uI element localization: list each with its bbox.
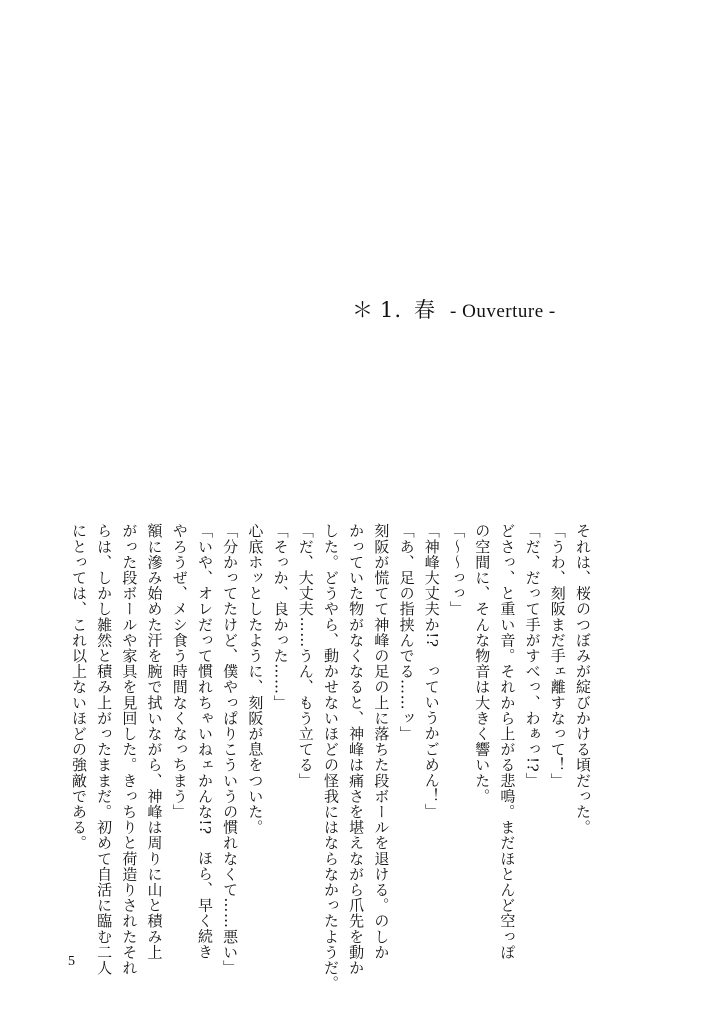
text-line: にとっては、これ以上ないほどの強敵である。: [69, 523, 88, 851]
text-line: 刻阪が慌てて神峰の足の上に落ちた段ボールを退ける。のしか: [372, 523, 391, 960]
body-text: [66, 523, 595, 991]
chapter-title: [352, 296, 556, 326]
text-line: 心底ホッとしたように、刻阪が息をついた。: [246, 523, 265, 835]
chapter-number: 1.: [380, 298, 403, 322]
text-line: 「だ、大丈夫……うん、もう立てる」: [296, 523, 315, 789]
chapter-mark: ＊: [352, 298, 374, 322]
text-line: やろうぜ、メシ食う時間なくなっちまう」: [170, 523, 189, 820]
text-line: の空間に、そんな物音は大きく響いた。: [473, 523, 492, 804]
chapter-subtitle: - Ouverture -: [450, 301, 556, 322]
text-line: 額に滲み始めた汗を腕で拭いながら、神峰は周りに山と積み上: [145, 523, 164, 960]
text-line: どさっ、と重い音。それから上がる悲鳴。まだほとんど空っぽ: [498, 523, 517, 960]
text-line: 「うわ、刻阪まだ手ェ離すなって！」: [548, 523, 567, 789]
text-line: かっていた物がなくなると、神峰は痛さを堪えながら爪先を動か: [347, 523, 366, 976]
page-number: 5: [68, 954, 75, 969]
text-line: 「あ、足の指挟んでる……ッ」: [397, 523, 416, 742]
text-line: らは、しかし雑然と積み上がったままだ。初めて自活に臨む二人: [95, 523, 114, 976]
text-line: した。どうやら、動かせないほどの怪我にはならなかったようだ。: [321, 523, 340, 991]
chapter-name: 春: [414, 298, 437, 322]
text-line: 「分かってたけど、僕やっぱりこういうの慣れなくて……悪い」: [221, 523, 240, 976]
text-line: がった段ボールや家具を見回した。きっちりと荷造りされたそれ: [120, 523, 139, 976]
text-line: 「いや、オレだって慣れちゃいねェかんな!? ほら、早く続き: [195, 523, 214, 960]
text-line: 「神峰大丈夫か!? っていうかごめん！」: [422, 523, 441, 820]
text-line: 「～～っっ」: [447, 523, 466, 617]
text-line: それは、桜のつぼみが綻びかける頃だった。: [574, 523, 592, 835]
text-line: 「そっか、良かった……」: [271, 523, 290, 711]
text-line: 「だ、だって手がすべっ、わぁっ!?」: [523, 523, 542, 788]
